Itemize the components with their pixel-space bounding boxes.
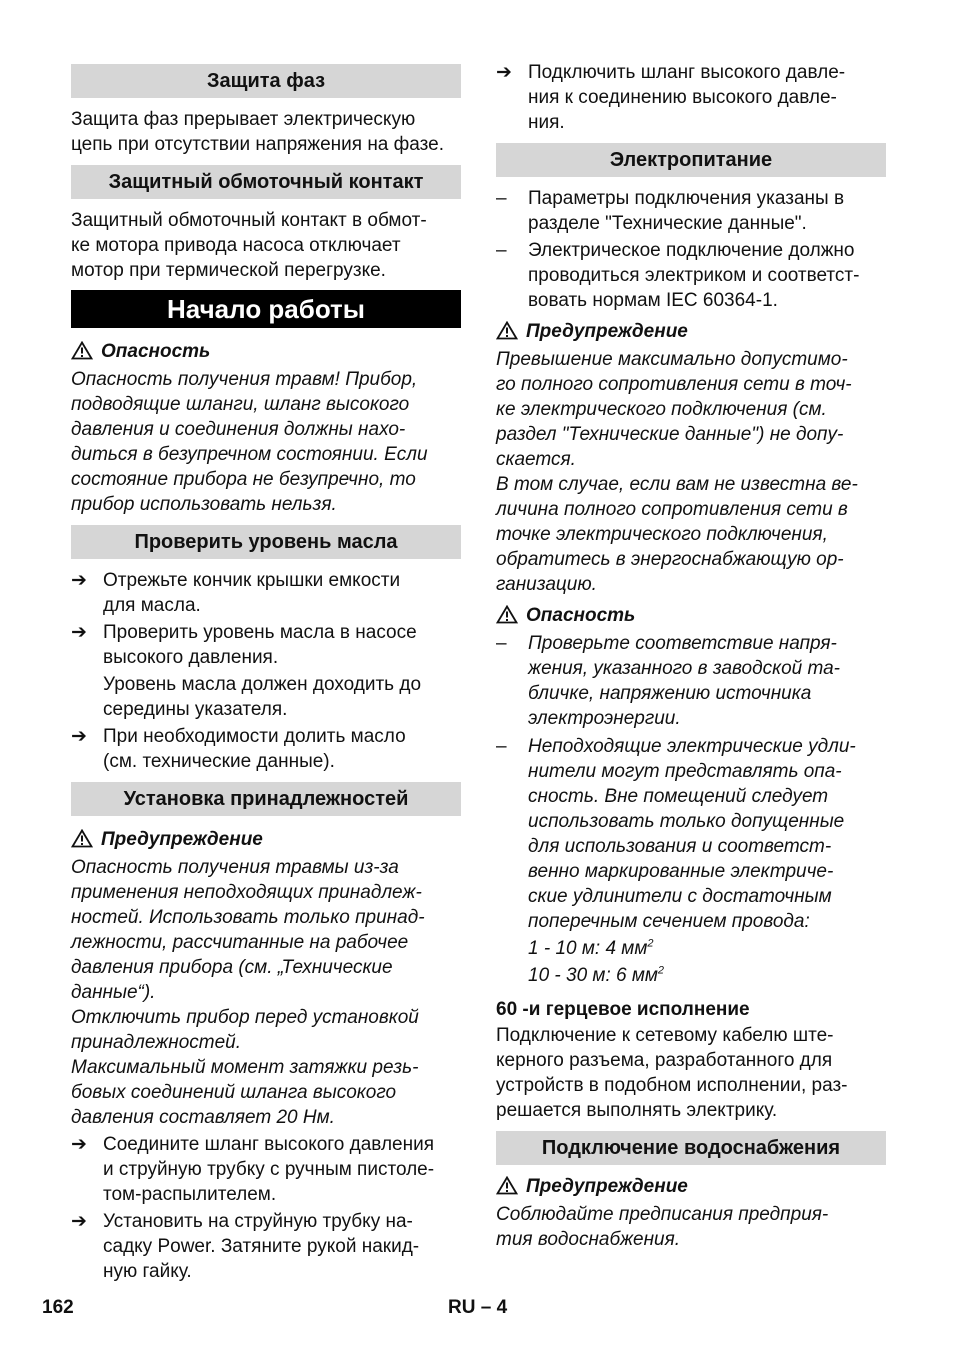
list-item <box>71 1132 461 1207</box>
warning-label: Предупреждение <box>526 1176 688 1197</box>
text-line: мотор при термической перегрузке. <box>71 260 386 281</box>
arrow-right-icon: ➔ <box>71 622 87 643</box>
chapter-title: Начало работы <box>71 290 461 328</box>
text-line: Соблюдайте предписания предприя- <box>496 1204 829 1225</box>
dash-icon: – <box>496 736 507 757</box>
warning-text-danger <box>71 367 461 517</box>
list-item <box>496 734 886 934</box>
text-line: применения неподходящих принадлеж- <box>71 882 422 903</box>
warning-heading-danger <box>496 603 886 628</box>
text-line: устройств в подобном исполнении, раз- <box>496 1075 848 1096</box>
text-line: ганизацию. <box>496 574 597 595</box>
warning-label: Предупреждение <box>526 321 688 342</box>
arrow-right-icon: ➔ <box>71 1211 87 1232</box>
cable-spec-line <box>528 936 886 961</box>
list-item <box>496 631 886 731</box>
text-line: ке мотора привода насоса отключает <box>71 235 401 256</box>
warning-heading-danger <box>71 339 461 364</box>
dash-icon: – <box>496 633 507 654</box>
text-line: Превышение максимально допустимо- <box>496 349 848 370</box>
arrow-right-icon: ➔ <box>496 62 512 83</box>
text-line: Установить на струйную трубку на- <box>103 1211 413 1232</box>
arrow-right-icon: ➔ <box>71 570 87 591</box>
text-line: давления и соединения должны нахо- <box>71 419 406 440</box>
text-line: электроэнергии. <box>528 708 681 729</box>
text-line: раздел "Технические данные") не допу- <box>496 424 844 445</box>
cable-spec-value: 10 - 30 м: 6 мм <box>528 965 658 986</box>
text-line: ния. <box>528 112 565 133</box>
text-line: давления составляет 20 Нм. <box>71 1107 335 1128</box>
text-line: скается. <box>496 449 576 470</box>
text-line: диться в безупречном состоянии. Если <box>71 444 428 465</box>
text-line: ния к соединению высокого давле- <box>528 87 837 108</box>
text-line: обратитесь в энергоснабжающую ор- <box>496 549 844 570</box>
text-line: Параметры подключения указаны в <box>528 188 845 209</box>
text-line: Опасность получения травмы из-за <box>71 857 399 878</box>
warning-triangle-icon <box>496 321 518 340</box>
page-number: 162 <box>42 1297 74 1318</box>
warning-heading-caution <box>71 827 461 852</box>
warning-triangle-icon <box>71 829 93 848</box>
warning-triangle-icon <box>496 1176 518 1195</box>
text-line: принадлежностей. <box>71 1032 242 1053</box>
text-line: и струйную трубку с ручным пистоле- <box>103 1159 435 1180</box>
right-column <box>496 60 886 1252</box>
text-line: том-распылителем. <box>103 1184 277 1205</box>
text-line: жения, указанного в заводской та- <box>528 658 840 679</box>
text-line: для использования и соответст- <box>528 836 832 857</box>
warning-text-water <box>496 1202 886 1252</box>
text-line: для масла. <box>103 595 201 616</box>
list-item <box>496 238 886 313</box>
text-line: Максимальный момент затяжки резь- <box>71 1057 419 1078</box>
cable-spec <box>496 963 886 988</box>
text-line: бличке, напряжению источника <box>528 683 812 704</box>
text-line: использовать только допущенные <box>528 811 845 832</box>
text-winding-contact <box>71 208 461 283</box>
text-line: венно маркированные электриче- <box>528 861 834 882</box>
warning-label: Опасность <box>526 605 636 626</box>
text-line: нители могут представлять опа- <box>528 761 842 782</box>
text-line: Электрическое подключение должно <box>528 240 855 261</box>
left-column <box>71 60 461 1284</box>
warning-heading-caution <box>496 319 886 344</box>
dash-icon: – <box>496 188 507 209</box>
text-line: Защитный обмоточный контакт в обмот- <box>71 210 427 231</box>
dash-icon: – <box>496 240 507 261</box>
text-line: Подключить шланг высокого давле- <box>528 62 846 83</box>
text-line: Проверить уровень масла в насосе <box>103 622 417 643</box>
section-heading-accessories: Установка принадлежностей <box>71 782 461 816</box>
text-line: ские удлинители с достаточным <box>528 886 832 907</box>
text-line: решается выполнять электрику. <box>496 1100 778 1121</box>
section-heading-power-supply: Электропитание <box>496 143 886 177</box>
text-line: Проверьте соответствие напря- <box>528 633 837 654</box>
text-line: точке электрического подключения, <box>496 524 828 545</box>
text-line: сность. Вне помещений следует <box>528 786 829 807</box>
text-line: Соедините шланг высокого давления <box>103 1134 435 1155</box>
cable-spec-line <box>528 963 886 988</box>
warning-label: Опасность <box>101 341 211 362</box>
superscript: 2 <box>647 937 654 950</box>
text-line: подводящие шланги, шланг высокого <box>71 394 410 415</box>
section-heading-winding-contact: Защитный обмоточный контакт <box>71 165 461 199</box>
warning-text-caution <box>71 855 461 1130</box>
text-line: данные“). <box>71 982 156 1003</box>
warning-text-impedance <box>496 347 886 597</box>
warning-label: Предупреждение <box>101 829 263 850</box>
text-line: ностей. Использовать только принад- <box>71 907 425 928</box>
text-line: личина полного сопротивления сети в <box>496 499 848 520</box>
text-line: го полного сопротивления сети в точ- <box>496 374 852 395</box>
text-line: тия водоснабжения. <box>496 1229 681 1250</box>
text-60hz <box>496 1023 886 1123</box>
page-language-label: RU – 4 <box>448 1297 508 1318</box>
list-item <box>496 60 886 135</box>
text-line: середины указателя. <box>103 699 288 720</box>
text-line: керного разъема, разработанного для <box>496 1050 833 1071</box>
subheading-60hz: 60 -и герцевое исполнение <box>496 999 750 1020</box>
text-line: Защита фаз прерывает электрическую <box>71 109 416 130</box>
list-item <box>71 620 461 670</box>
text-line: давления прибора (см. „Технические <box>71 957 393 978</box>
text-line: Неподходящие электрические удли- <box>528 736 856 757</box>
arrow-right-icon: ➔ <box>71 1134 87 1155</box>
section-heading-oil-level: Проверить уровень масла <box>71 525 461 559</box>
text-line: состояние прибора не безупречно, то <box>71 469 416 490</box>
text-line: При необходимости долить масло <box>103 726 406 747</box>
list-item <box>71 1209 461 1284</box>
text-phase-protection <box>71 107 461 157</box>
list-item <box>496 186 886 236</box>
text-line: вовать нормам IEC 60364-1. <box>528 290 778 311</box>
list-item <box>71 568 461 618</box>
text-line: садку Power. Затяните рукой накид- <box>103 1236 420 1257</box>
text-line: Уровень масла должен доходить до <box>103 674 422 695</box>
section-heading-water-supply: Подключение водоснабжения <box>496 1131 886 1165</box>
text-line: Опасность получения травм! Прибор, <box>71 369 418 390</box>
text-line: (см. технические данные). <box>103 751 335 772</box>
section-heading-phase-protection: Защита фаз <box>71 64 461 98</box>
text-line: разделе "Технические данные". <box>528 213 807 234</box>
text-line: Отключить прибор перед установкой <box>71 1007 419 1028</box>
warning-triangle-icon <box>71 341 93 360</box>
text-line: лежности, рассчитанные на рабочее <box>71 932 409 953</box>
text-line: ке электрического подключения (см. <box>496 399 827 420</box>
text-line: Подключение к сетевому кабелю ште- <box>496 1025 834 1046</box>
warning-heading-caution <box>496 1174 886 1199</box>
superscript: 2 <box>657 964 665 977</box>
text-line: прибор использовать нельзя. <box>71 494 337 515</box>
list-item <box>71 724 461 774</box>
text-line: В том случае, если вам не известна ве- <box>496 474 858 495</box>
text-line: поперечным сечением провода: <box>528 911 810 932</box>
text-line: Отрежьте кончик крышки емкости <box>103 570 401 591</box>
text-line: ную гайку. <box>103 1261 192 1282</box>
list-note <box>71 672 461 722</box>
arrow-right-icon: ➔ <box>71 726 87 747</box>
cable-spec <box>496 936 886 961</box>
cable-spec-value: 1 - 10 м: 4 мм <box>528 938 648 959</box>
text-line: бовых соединений шланга высокого <box>71 1082 397 1103</box>
text-line: высокого давления. <box>103 647 279 668</box>
text-line: цепь при отсутствии напряжения на фазе. <box>71 134 444 155</box>
text-line: проводиться электриком и соответст- <box>528 265 860 286</box>
warning-triangle-icon <box>496 605 518 624</box>
